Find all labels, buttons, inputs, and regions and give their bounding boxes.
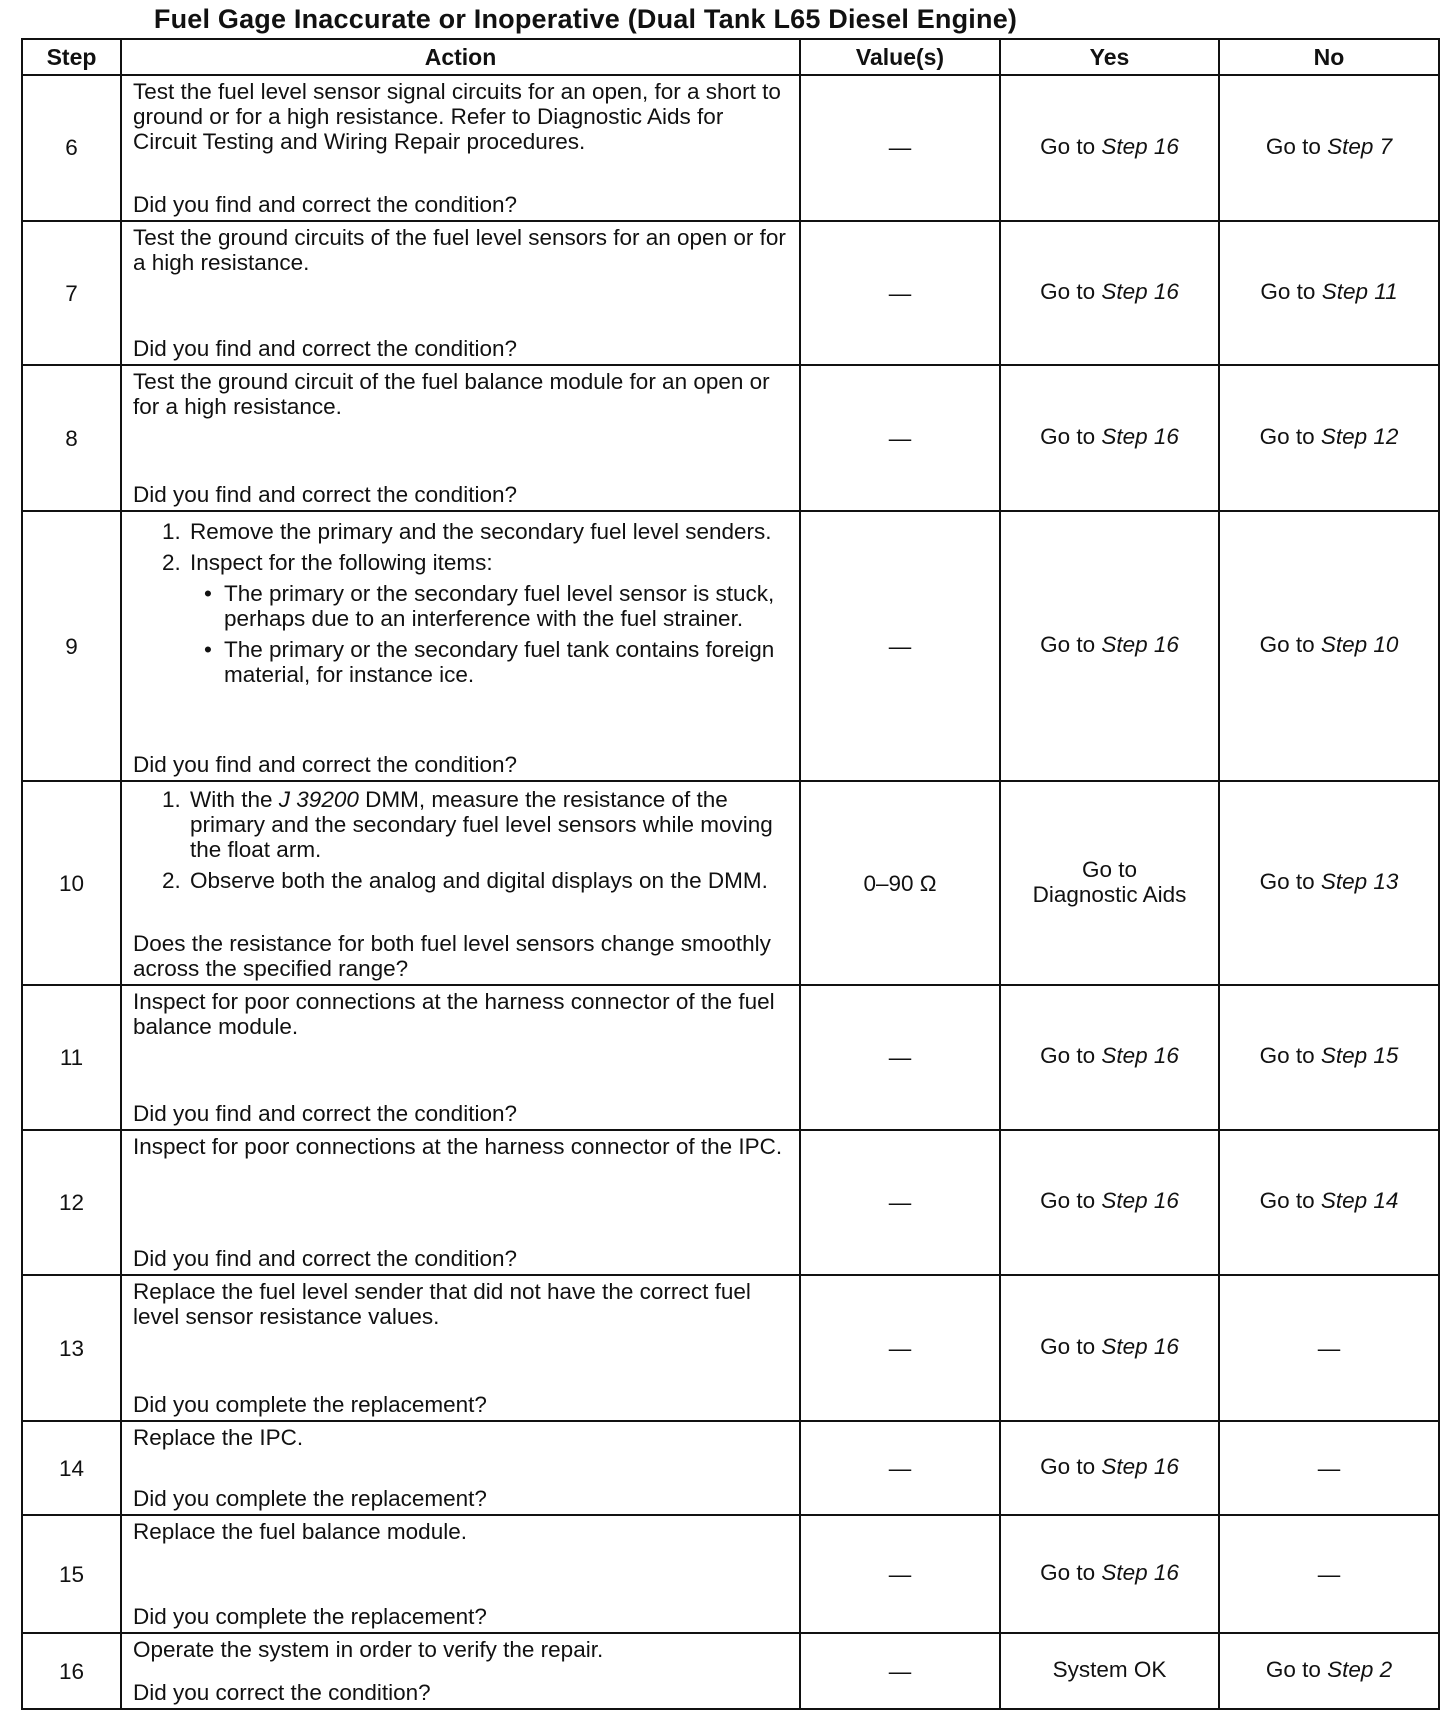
yes-step-link: Step 16 <box>1101 1560 1179 1586</box>
yes-step-link: Step 16 <box>1101 1334 1179 1360</box>
go-to-text: Go to <box>1259 424 1315 450</box>
header-yes: Yes <box>1000 39 1219 75</box>
yes-cell <box>1000 75 1219 221</box>
yes-step-link: Step 16 <box>1101 279 1179 305</box>
yes-step-link: Step 16 <box>1101 133 1179 159</box>
no-step-link: Step 7 <box>1327 133 1393 159</box>
yes-cell <box>1000 511 1219 781</box>
substep-list <box>133 787 789 893</box>
no-step-link: Step 14 <box>1320 1188 1399 1214</box>
no-step-link: Step 2 <box>1327 1657 1393 1683</box>
no-cell <box>1219 365 1439 511</box>
yes-step-link: Step 16 <box>1101 632 1179 658</box>
header-values: Value(s) <box>800 39 1000 75</box>
no-cell <box>1219 221 1439 366</box>
action-text: Replace the fuel balance module. <box>133 1519 467 1545</box>
action-text <box>133 782 789 899</box>
table-row <box>22 221 1439 366</box>
substep-item: 2. Observe both the analog and digital displays on the DMM. <box>187 868 789 893</box>
action-question: Did you find and correct the condition? <box>133 752 517 778</box>
value-cell: — <box>800 511 1000 781</box>
no-cell: — <box>1219 1275 1439 1421</box>
go-to-text: Go to <box>1040 279 1096 305</box>
action-cell <box>121 781 800 985</box>
table-row <box>22 985 1439 1130</box>
value-cell: — <box>800 1633 1000 1709</box>
tool-id: J 39200 <box>278 787 359 813</box>
action-question: Does the resistance for both fuel level sensors change smoothly across the specified range? <box>133 931 771 982</box>
step-number: 12 <box>22 1130 121 1276</box>
bullet-list <box>190 581 789 687</box>
no-cell <box>1219 1130 1439 1276</box>
no-cell <box>1219 75 1439 221</box>
step-number: 14 <box>22 1421 121 1515</box>
value-cell: 0–90 Ω <box>800 781 1000 985</box>
go-to-text: Go to <box>1260 279 1316 305</box>
substep-item <box>187 550 789 687</box>
yes-cell <box>1000 985 1219 1130</box>
action-cell <box>121 75 800 221</box>
go-to-text: Go to <box>1265 133 1321 159</box>
action-question: Did you find and correct the condition? <box>133 336 517 362</box>
table-row <box>22 1130 1439 1276</box>
yes-step-link: Step 16 <box>1101 1043 1179 1069</box>
yes-cell: System OK <box>1000 1633 1219 1709</box>
action-cell <box>121 221 800 366</box>
table-row <box>22 1515 1439 1633</box>
substep-item: 1. Remove the primary and the secondary fuel level senders. <box>187 519 789 544</box>
table-row <box>22 1633 1439 1709</box>
go-to-text: Go to <box>1081 856 1138 882</box>
page-title <box>0 4 1456 35</box>
step-number: 8 <box>22 365 121 511</box>
header-no: No <box>1219 39 1439 75</box>
action-cell <box>121 511 800 781</box>
substep-text: Inspect for the following items: <box>190 549 493 575</box>
header-row <box>22 39 1439 75</box>
action-cell <box>121 1633 800 1709</box>
go-to-text: Go to <box>1040 1043 1096 1069</box>
no-step-link: Step 10 <box>1320 632 1399 658</box>
no-cell: — <box>1219 1421 1439 1515</box>
yes-cell <box>1000 1130 1219 1276</box>
yes-step-link: Step 16 <box>1101 424 1179 450</box>
go-to-text: Go to <box>1265 1657 1321 1683</box>
step-number: 15 <box>22 1515 121 1633</box>
table-row <box>22 511 1439 781</box>
action-question: Did you find and correct the condition? <box>133 1246 517 1272</box>
go-to-text: Go to <box>1040 424 1096 450</box>
action-cell <box>121 1421 800 1515</box>
yes-step-link: Step 16 <box>1101 1454 1179 1480</box>
action-text: Test the ground circuit of the fuel balance module for an open or for a high resistance. <box>133 369 770 420</box>
yes-cell <box>1000 365 1219 511</box>
step-number: 7 <box>22 221 121 366</box>
yes-cell <box>1000 1275 1219 1421</box>
action-cell <box>121 985 800 1130</box>
value-cell: — <box>800 75 1000 221</box>
step-number: 6 <box>22 75 121 221</box>
value-cell: — <box>800 1130 1000 1276</box>
no-cell <box>1219 781 1439 985</box>
action-text: Test the ground circuits of the fuel level sensors for an open or for a high resistance. <box>133 224 786 275</box>
step-number: 10 <box>22 781 121 985</box>
substep-item <box>187 787 789 862</box>
substep-text: With the <box>190 787 273 813</box>
no-cell <box>1219 985 1439 1130</box>
diagnostic-table <box>21 38 1440 1710</box>
go-to-text: Go to <box>1040 1188 1096 1214</box>
header-action: Action <box>121 39 800 75</box>
value-cell: — <box>800 985 1000 1130</box>
table-row <box>22 1275 1439 1421</box>
step-number: 9 <box>22 511 121 781</box>
yes-cell <box>1000 781 1219 985</box>
action-cell <box>121 365 800 511</box>
action-question: Did you complete the replacement? <box>133 1486 487 1512</box>
table-row <box>22 1421 1439 1515</box>
action-question: Did you complete the replacement? <box>133 1391 487 1417</box>
step-number: 11 <box>22 985 121 1130</box>
no-cell <box>1219 1633 1439 1709</box>
value-cell: — <box>800 365 1000 511</box>
go-to-text: Go to <box>1259 632 1315 658</box>
go-to-text: Go to <box>1259 1188 1315 1214</box>
action-text <box>133 512 789 693</box>
action-text: Inspect for poor connections at the harness connector of the fuel balance module. <box>133 989 775 1040</box>
go-to-text: Go to <box>1040 1454 1096 1480</box>
action-question: Did you correct the condition? <box>133 1680 431 1705</box>
action-question: Did you complete the replacement? <box>133 1604 487 1630</box>
substep-list <box>133 519 789 687</box>
action-text: Operate the system in order to verify the repair. <box>133 1637 604 1663</box>
action-text: Replace the IPC. <box>133 1424 304 1450</box>
no-cell: — <box>1219 1515 1439 1633</box>
no-cell <box>1219 511 1439 781</box>
table-row <box>22 75 1439 221</box>
yes-step-link: Step 16 <box>1101 1188 1179 1214</box>
step-number: 13 <box>22 1275 121 1421</box>
value-cell: — <box>800 1275 1000 1421</box>
action-question: Did you find and correct the condition? <box>133 1100 517 1126</box>
value-cell: — <box>800 1421 1000 1515</box>
go-to-text: Go to <box>1259 1043 1315 1069</box>
action-cell <box>121 1515 800 1633</box>
go-to-text: Go to <box>1040 632 1096 658</box>
value-cell: — <box>800 221 1000 366</box>
go-to-text: Go to <box>1259 869 1315 895</box>
substep-text: DMM, measure the resistance of the primary and the secondary fuel level sensors while moving the float arm. <box>190 787 773 863</box>
action-cell <box>121 1130 800 1276</box>
table-row <box>22 365 1439 511</box>
action-question: Did you find and correct the condition? <box>133 191 517 217</box>
action-text: Test the fuel level sensor signal circuits for an open, for a short to ground or for a high resistance. Refer to Diagnostic Aids for Circuit Testing and Wiring Repair procedures. <box>133 79 781 155</box>
bullet-item: • The primary or the secondary fuel tank contains foreign material, for instance ice. <box>224 637 789 687</box>
no-step-link: Step 13 <box>1320 869 1399 895</box>
yes-cell <box>1000 1515 1219 1633</box>
action-question: Did you find and correct the condition? <box>133 481 517 507</box>
no-step-link: Step 11 <box>1321 279 1398 305</box>
step-number: 16 <box>22 1633 121 1709</box>
table-row <box>22 781 1439 985</box>
go-to-text: Go to <box>1040 1334 1096 1360</box>
action-text: Replace the fuel level sender that did not have the correct fuel level sensor resistance values. <box>133 1279 751 1330</box>
action-text: Inspect for poor connections at the harness connector of the IPC. <box>133 1133 783 1159</box>
value-cell: — <box>800 1515 1000 1633</box>
header-step: Step <box>22 39 121 75</box>
yes-cell <box>1000 1421 1219 1515</box>
title-text: Fuel Gage Inaccurate or Inoperative (Dual Tank L65 Diesel Engine) <box>153 4 1018 34</box>
no-step-link: Step 12 <box>1320 424 1399 450</box>
bullet-item: • The primary or the secondary fuel level sensor is stuck, perhaps due to an interference with the fuel strainer. <box>224 581 789 631</box>
go-to-text: Go to <box>1040 1560 1096 1586</box>
yes-cell <box>1000 221 1219 366</box>
no-step-link: Step 15 <box>1320 1043 1399 1069</box>
go-to-text: Go to <box>1040 133 1096 159</box>
diagnostic-aids-link: Diagnostic Aids <box>1032 881 1187 907</box>
action-cell <box>121 1275 800 1421</box>
